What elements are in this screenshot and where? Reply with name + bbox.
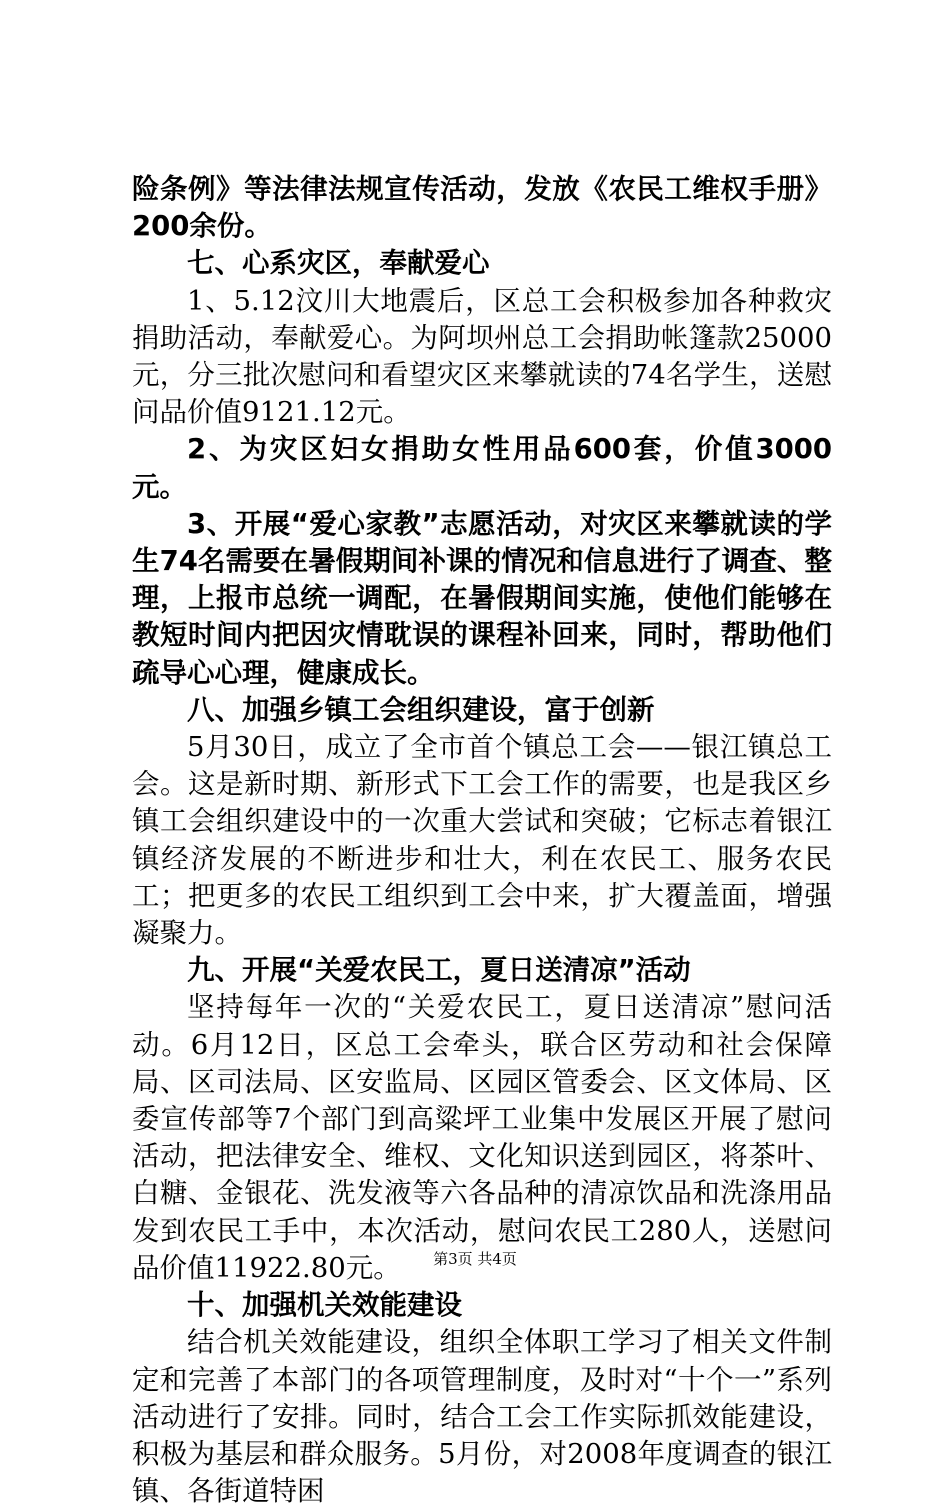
paragraph-1: 险条例》等法律法规宣传活动，发放《农民工维权手册》200余份。	[132, 173, 832, 243]
section-heading-10: 十、加强机关效能建设	[187, 1289, 462, 1322]
section-heading-8: 八、加强乡镇工会组织建设，富于创新	[187, 693, 655, 726]
paragraph-3: 2、为灾区妇女捐助女性用品600套，价值3000元。	[132, 433, 832, 503]
paragraph-7: 结合机关效能建设，组织全体职工学习了相关文件制定和完善了本部门的各项管理制度，及时对“十个一”系列活动进行了安排。同时，结合工会工作实际抓效能建设，积极为基层和群众服务。5月份，对2008年度调查的银江镇、各街道特困	[132, 1326, 832, 1508]
page-footer: 第3页 共4页	[433, 1250, 517, 1268]
paragraph-5: 5月30日，成立了全市首个镇总工会——银江镇总工会。这是新时期、新形式下工会工作的需要，也是我区乡镇工会组织建设中的一次重大尝试和突破；它标志着银江镇经济发展的不断进步和壮大，利在农民工、服务农民工；把更多的农民工组织到工会中来，扩大覆盖面，增强凝聚力。	[132, 731, 832, 950]
paragraph-2: 1、5.12汶川大地震后，区总工会积极参加各种救灾捐助活动，奉献爱心。为阿坝州总工会捐助帐篷款25000元，分三批次慰问和看望灾区来攀就读的74名学生，送慰问品价值9121.12元。	[132, 284, 832, 429]
paragraph-6: 坚持每年一次的“关爱农民工，夏日送清凉”慰问活动。6月12日，区总工会牵头，联合区劳动和社会保障局、区司法局、区安监局、区园区管委会、区文体局、区委宣传部等7个部门到高粱坪工业集中发展区开展了慰问活动，把法律安全、维权、文化知识送到园区，将茶叶、白糖、金银花、洗发液等六各品种的清凉饮品和洗涤用品发到农民工手中，本次活动，慰问农民工280人，送慰问品价值11922.80元。	[132, 991, 832, 1284]
section-heading-9: 九、开展“关爱农民工，夏日送清凉”活动	[187, 954, 691, 987]
paragraph-4: 3、开展“爱心家教”志愿活动，对灾区来攀就读的学生74名需要在暑假期间补课的情况和信息进行了调查、整理，上报市总统一调配，在暑假期间实施，使他们能够在教短时间内把因灾情耽误的课程补回来，同时，帮助他们疏导心心理，健康成长。	[132, 507, 832, 689]
section-heading-7: 七、心系灾区，奉献爱心	[187, 247, 490, 280]
document-body	[132, 171, 832, 1510]
